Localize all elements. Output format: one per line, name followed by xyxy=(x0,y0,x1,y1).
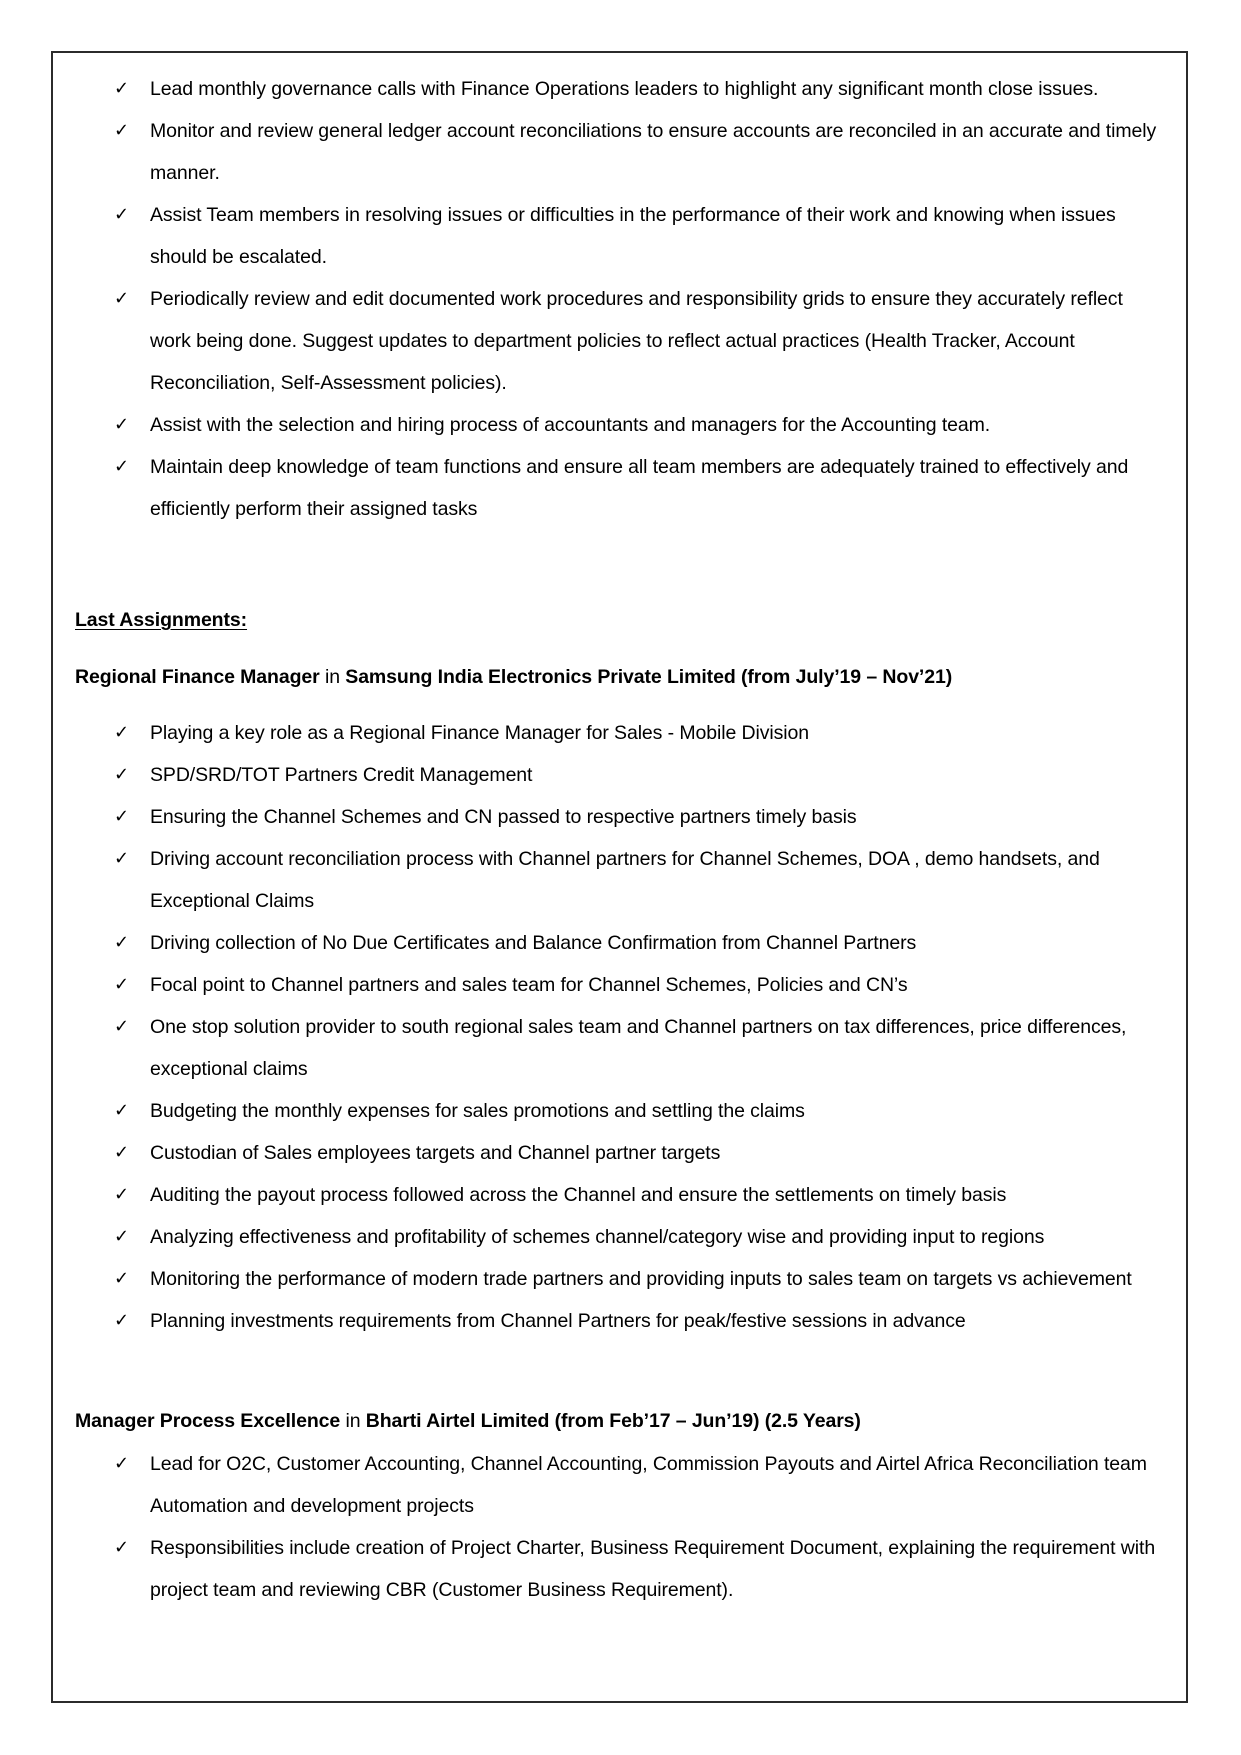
checkmark-icon: ✓ xyxy=(114,1100,129,1121)
list-item: ✓ Driving account reconciliation process with Channel partners for Channel Schemes, DOA , demo handsets, and Exceptional Claims xyxy=(0,838,1241,922)
job-company-dates: Samsung India Electronics Private Limited (from July’19 – Nov’21) xyxy=(345,666,953,688)
list-item: ✓ One stop solution provider to south regional sales team and Channel partners on tax differences, price differences, exceptional claims xyxy=(0,1006,1241,1090)
list-item: ✓ Auditing the payout process followed across the Channel and ensure the settlements on timely basis xyxy=(0,1174,1241,1216)
section-title: Last Assignments: xyxy=(75,609,248,631)
checkmark-icon: ✓ xyxy=(114,1142,129,1163)
checkmark-icon: ✓ xyxy=(114,974,129,995)
responsibilities-list xyxy=(0,68,1241,530)
job-company-dates: Bharti Airtel Limited (from Feb’17 – Jun’19) (2.5 Years) xyxy=(365,1410,861,1432)
checkmark-icon: ✓ xyxy=(114,1268,129,1289)
job-heading xyxy=(0,656,1241,698)
job-heading xyxy=(0,1400,1241,1442)
checkmark-icon: ✓ xyxy=(114,78,129,99)
list-item: ✓ Maintain deep knowledge of team functions and ensure all team members are adequately trained to effectively and efficiently perform their assigned tasks xyxy=(0,446,1241,530)
list-item: ✓ Budgeting the monthly expenses for sales promotions and settling the claims xyxy=(0,1090,1241,1132)
checkmark-icon: ✓ xyxy=(114,1184,129,1205)
list-item: ✓ Periodically review and edit documented work procedures and responsibility grids to ensure they accurately reflect work being done. Suggest updates to department policies to reflect actual practices (Health Tracker, Account Reconciliation, Self-Assessment policies). xyxy=(0,278,1241,404)
checkmark-icon: ✓ xyxy=(114,1537,129,1558)
list-item: ✓ Driving collection of No Due Certificates and Balance Confirmation from Channel Partners xyxy=(0,922,1241,964)
list-item: ✓ Lead for O2C, Customer Accounting, Channel Accounting, Commission Payouts and Airtel Africa Reconciliation team Automation and development projects xyxy=(0,1443,1241,1527)
checkmark-icon: ✓ xyxy=(114,456,129,477)
list-item: ✓ Responsibilities include creation of Project Charter, Business Requirement Document, explaining the requirement with project team and reviewing CBR (Customer Business Requirement). xyxy=(0,1527,1241,1611)
list-item: ✓ Custodian of Sales employees targets and Channel partner targets xyxy=(0,1132,1241,1174)
job-responsibilities-list xyxy=(0,1443,1241,1611)
list-item: ✓ Monitoring the performance of modern trade partners and providing inputs to sales team on targets vs achievement xyxy=(0,1258,1241,1300)
checkmark-icon: ✓ xyxy=(114,848,129,869)
list-item: ✓ Assist with the selection and hiring process of accountants and managers for the Accounting team. xyxy=(0,404,1241,446)
checkmark-icon: ✓ xyxy=(114,1226,129,1247)
list-item: ✓ Analyzing effectiveness and profitability of schemes channel/category wise and providing input to regions xyxy=(0,1216,1241,1258)
checkmark-icon: ✓ xyxy=(114,414,129,435)
checkmark-icon: ✓ xyxy=(114,806,129,827)
list-item: ✓ Focal point to Channel partners and sales team for Channel Schemes, Policies and CN’s xyxy=(0,964,1241,1006)
list-item: ✓ Monitor and review general ledger account reconciliations to ensure accounts are reconciled in an accurate and timely manner. xyxy=(0,110,1241,194)
list-item: ✓ Assist Team members in resolving issues or difficulties in the performance of their work and knowing when issues should be escalated. xyxy=(0,194,1241,278)
job-responsibilities-list xyxy=(0,712,1241,1342)
job-role: Regional Finance Manager xyxy=(75,666,320,688)
list-item: ✓ Ensuring the Channel Schemes and CN passed to respective partners timely basis xyxy=(0,796,1241,838)
checkmark-icon: ✓ xyxy=(114,722,129,743)
list-item: ✓ Lead monthly governance calls with Finance Operations leaders to highlight any significant month close issues. xyxy=(0,68,1241,110)
section-heading xyxy=(0,599,1241,641)
checkmark-icon: ✓ xyxy=(114,1453,129,1474)
checkmark-icon: ✓ xyxy=(114,1016,129,1037)
list-item: ✓ Playing a key role as a Regional Finance Manager for Sales - Mobile Division xyxy=(0,712,1241,754)
list-item: ✓ Planning investments requirements from Channel Partners for peak/festive sessions in advance xyxy=(0,1300,1241,1342)
checkmark-icon: ✓ xyxy=(114,204,129,225)
job-connector: in xyxy=(340,1410,366,1432)
checkmark-icon: ✓ xyxy=(114,288,129,309)
checkmark-icon: ✓ xyxy=(114,120,129,141)
job-role: Manager Process Excellence xyxy=(75,1410,341,1432)
job-connector: in xyxy=(319,666,346,688)
checkmark-icon: ✓ xyxy=(114,1310,129,1331)
list-item: ✓ SPD/SRD/TOT Partners Credit Management xyxy=(0,754,1241,796)
checkmark-icon: ✓ xyxy=(114,932,129,953)
checkmark-icon: ✓ xyxy=(114,764,129,785)
